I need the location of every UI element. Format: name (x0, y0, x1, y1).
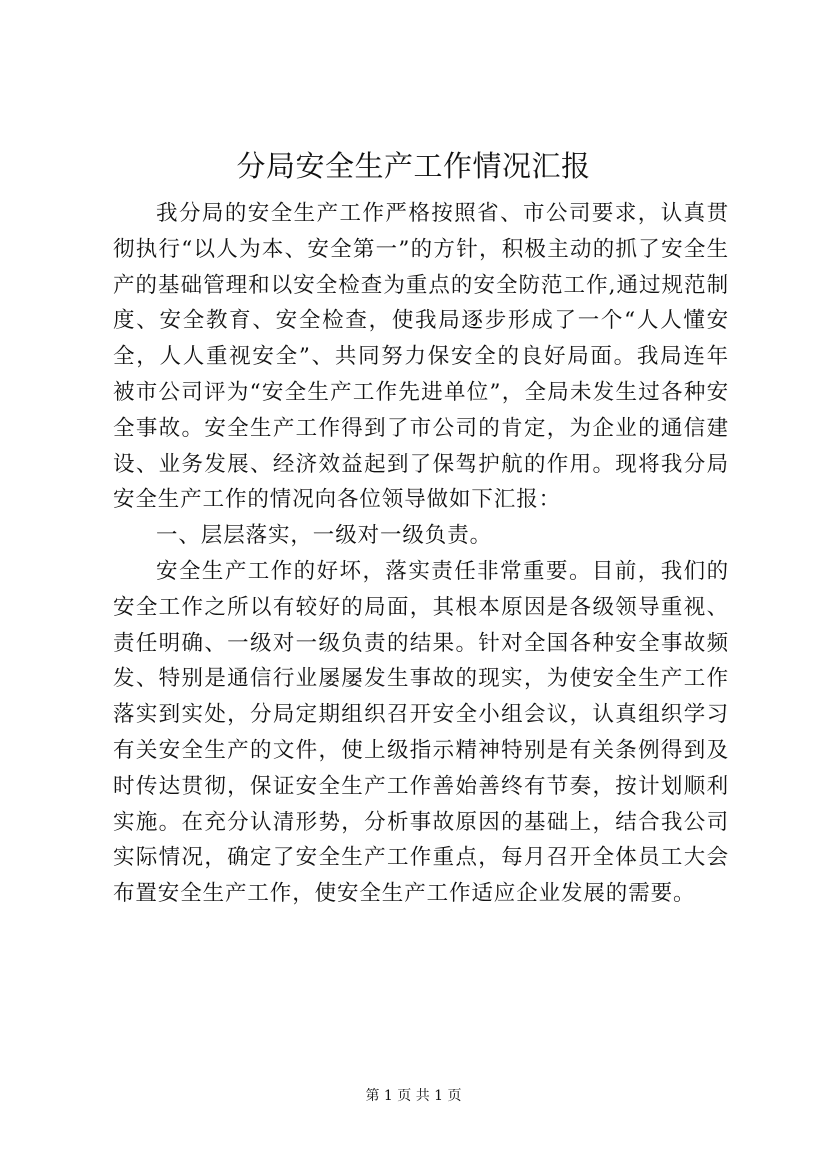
intro-paragraph: 我分局的安全生产工作严格按照省、市公司要求，认真贯彻执行“以人为本、安全第一”的方针，积极主动的抓了安全生产的基础管理和以安全检查为重点的安全防范工作,通过规范制度、安全教育、安全检查，使我局逐步形成了一个“人人懂安全，人人重视安全”、共同努力保安全的良好局面。我局连年被市公司评为“安全生产工作先进单位”，全局未发生过各种安全事故。安全生产工作得到了市公司的肯定，为企业的通信建设、业务发展、经济效益起到了保驾护航的作用。现将我分局安全生产工作的情况向各位领导做如下汇报： (113, 201, 729, 513)
page-footer: 第 1 页 共 1 页 (365, 1088, 462, 1104)
document-title: 分局安全生产工作情况汇报 (236, 149, 591, 183)
section-1-paragraph: 安全生产工作的好坏，落实责任非常重要。目前，我们的安全工作之所以有较好的局面，其根本原因是各级领导重视、责任明确、一级对一级负责的结果。针对全国各种安全事故频发、特别是通信行业屡屡发生事故的现实，为使安全生产工作落实到实处，分局定期组织召开安全小组会议，认真组织学习有关安全生产的文件，使上级指示精神特别是有关条例得到及时传达贯彻，保证安全生产工作善始善终有节奏，按计划顺利实施。在充分认清形势，分析事故原因的基础上，结合我公司实际情况，确定了安全生产工作重点，每月召开全体员工大会布置安全生产工作，使安全生产工作适应企业发展的需要。 (113, 558, 729, 907)
section-heading-1: 一、层层落实，一级对一级负责。 (156, 523, 493, 549)
document-body (113, 196, 729, 912)
